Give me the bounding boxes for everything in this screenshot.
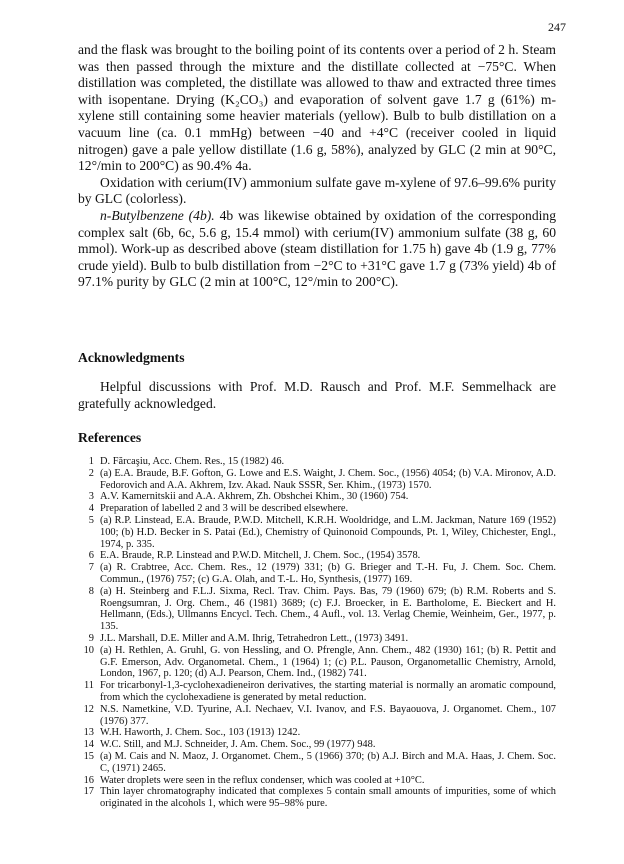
- reference-number: 1: [88, 456, 94, 467]
- reference-text: (a) E.A. Braude, B.F. Gofton, G. Lowe and E.S. Waight, J. Chem. Soc., (1956) 4054; (b) V.A. Mironov, A.D. Fedorovich and A.A. Akhrem, Izv. Akad. Nauk SSSR, Ser. Khim., (1973) 1570.: [100, 467, 556, 491]
- reference-number: 4: [88, 503, 94, 515]
- reference-number: 12: [83, 703, 94, 715]
- paragraph: [78, 208, 556, 291]
- reference-item: [78, 468, 556, 492]
- reference-item: [78, 456, 556, 468]
- reference-item: [78, 739, 556, 751]
- acknowledgments-text: [78, 378, 556, 412]
- reference-number: 15: [83, 750, 94, 762]
- reference-text: W.C. Still, and M.J. Schneider, J. Am. Chem. Soc., 99 (1977) 948.: [100, 739, 376, 751]
- paragraph: Helpful discussions with Prof. M.D. Rausch and Prof. M.F. Semmelhack are gratefully acknowledged.: [78, 379, 556, 411]
- paragraph: Oxidation with cerium(IV) ammonium sulfate gave m-xylene of 97.6–99.6% purity by GLC (colorless).: [78, 174, 556, 207]
- reference-text: Thin layer chromatography indicated that complexes 5 contain small amounts of impurities, some of which originated in the alcohols 1, which were 95–98% pure.: [100, 786, 556, 810]
- reference-text: A.V. Kamernitskii and A.A. Akhrem, Zh. Obshchei Khim., 30 (1960) 754.: [100, 491, 409, 503]
- reference-item: [78, 704, 556, 728]
- reference-item: [78, 645, 556, 680]
- reference-text: J.L. Marshall, D.E. Miller and A.M. Ihrig, Tetrahedron Lett., (1973) 3491.: [100, 632, 409, 644]
- acknowledgments-heading: Acknowledgments: [78, 350, 185, 365]
- reference-text: Preparation of labelled 2 and 3 will be described elsewhere.: [100, 503, 349, 515]
- reference-text: (a) H. Steinberg and F.L.J. Sixma, Recl. Trav. Chim. Pays. Bas, 79 (1960) 679; (b) R.M. Roberts and S. Roengsumran, J. Org. Chem., 46 (1981) 3689; (c) F.J. Broecker, in E. Bartholome, E. Bieckert and H. Hellmann, (Eds.), Ullmanns Encycl. Tech. Chem., 4 Aufl., vol. 13. Verlag Chemie, Weinheim, Ger., 1977, p. 135.: [100, 585, 556, 633]
- reference-text: W.H. Haworth, J. Chem. Soc., 103 (1913) 1242.: [100, 727, 301, 739]
- reference-number: 17: [83, 786, 94, 798]
- reference-item: [78, 586, 556, 633]
- reference-item: [78, 633, 556, 645]
- reference-text: N.S. Nametkine, V.D. Tyurine, A.I. Nechaev, V.I. Ivanov, and F.S. Bayaouova, J. Organomet. Chem., 107 (1976) 377.: [100, 703, 556, 727]
- reference-text: E.A. Braude, R.P. Linstead and P.W.D. Mitchell, J. Chem. Soc., (1954) 3578.: [100, 550, 421, 562]
- reference-number: 13: [83, 727, 94, 739]
- reference-text: (a) H. Rethlen, A. Gruhl, G. von Hessling, and O. Pfrengle, Ann. Chem., 482 (1930) 161; (b) R. Pettit and G.F. Emerson, Adv. Organometal. Chem., 1 (1964) 1; (c) P.L. Pauson, Organometallic Chemistry, Arnold, London, 1967, p. 120; (d) A.J. Pearson, Chem. Ind., (1982) 741.: [100, 644, 556, 680]
- reference-number: 2: [88, 467, 94, 479]
- compound-heading: n-Butylbenzene (4b).: [100, 207, 215, 223]
- reference-text: D. Fărcaşiu, Acc. Chem. Res., 15 (1982) 46.: [100, 456, 285, 467]
- reference-item: [78, 550, 556, 562]
- reference-number: 3: [88, 491, 94, 503]
- page-number: 247: [548, 20, 566, 34]
- reference-item: [78, 775, 556, 787]
- reference-number: 8: [88, 585, 94, 597]
- reference-number: 16: [83, 774, 94, 786]
- paragraph-text: 4b was likewise obtained by oxidation of the corresponding complex salt (6b, 6c, 5.6 g, 15.4 mmol) with cerium(IV) ammonium sulfate (38 g, 60 mmol). Work-up as described above (steam distillation for 1.75 h) gave 4b (1.9 g, 77% crude yield). Bulb to bulb distillation from −2°C to +31°C gave 1.7 g (73% yield) 4b of 97.1% purity by GLC (2 min at 100°C, 12°/min to 200°C).: [78, 207, 556, 290]
- reference-list: [78, 456, 556, 810]
- reference-number: 5: [88, 514, 94, 526]
- reference-text: (a) R. Crabtree, Acc. Chem. Res., 12 (1979) 331; (b) G. Brieger and T.-H. Fu, J. Chem. Soc. Chem. Commun., (1976) 757; (c) G.A. Olah, and T.-L. Ho, Synthesis, (1977) 169.: [100, 562, 556, 585]
- reference-text: (a) R.P. Linstead, E.A. Braude, P.W.D. Mitchell, K.R.H. Wooldridge, and L.M. Jackman, Nature 169 (1952) 100; (b) H.D. Becker in S. Patai (Ed.), Chemistry of Quinonoid Compounds, Pt. 1, Wiley, Chichester, Engl., 1974, p. 335.: [100, 514, 556, 550]
- reference-number: 9: [88, 632, 94, 644]
- reference-item: [78, 562, 556, 586]
- reference-text: Water droplets were seen in the reflux condenser, which was cooled at +10°C.: [100, 774, 425, 786]
- reference-number: 14: [83, 739, 94, 751]
- reference-text: (a) M. Cais and N. Maoz, J. Organomet. Chem., 5 (1966) 370; (b) A.J. Birch and M.A. Haas, J. Chem. Soc. C, (1971) 2465.: [100, 750, 556, 774]
- reference-text: For tricarbonyl-1,3-cyclohexadieneiron derivatives, the starting material is normally an aromatic compound, from which the cyclohexadiene is generated by metal reduction.: [100, 680, 556, 703]
- reference-item: [78, 515, 556, 550]
- reference-item: [78, 751, 556, 775]
- experimental-text: [78, 42, 556, 291]
- reference-number: 6: [88, 550, 94, 562]
- reference-item: [78, 727, 556, 739]
- paragraph: and the flask was brought to the boiling point of its contents over a period of 2 h. Steam was then passed through the mixture and the distillate collected at −75°C. When distillation was completed, the distillate was allowed to thaw and extracted three times with isopentane. Drying (K₂CO₃) and evaporation of solvent gave 1.7 g (61%) m-xylene still containing some heavier materials (yellow). Bulb to bulb distillation on a vacuum line (ca. 0.1 mmHg) between −40 and +4°C (receiver cooled in liquid nitrogen) gave a pale yellow distillate (1.6 g, 58%), analyzed by GLC (2 min at 90°C, 12°/min to 200°C) as 90.4% 4a.: [78, 42, 556, 174]
- reference-item: [78, 491, 556, 503]
- reference-item: [78, 680, 556, 704]
- references-heading: References: [78, 430, 142, 445]
- reference-item: [78, 786, 556, 810]
- reference-number: 7: [88, 562, 94, 574]
- reference-number: 10: [83, 644, 94, 656]
- reference-item: [78, 503, 556, 515]
- reference-number: 11: [83, 680, 94, 692]
